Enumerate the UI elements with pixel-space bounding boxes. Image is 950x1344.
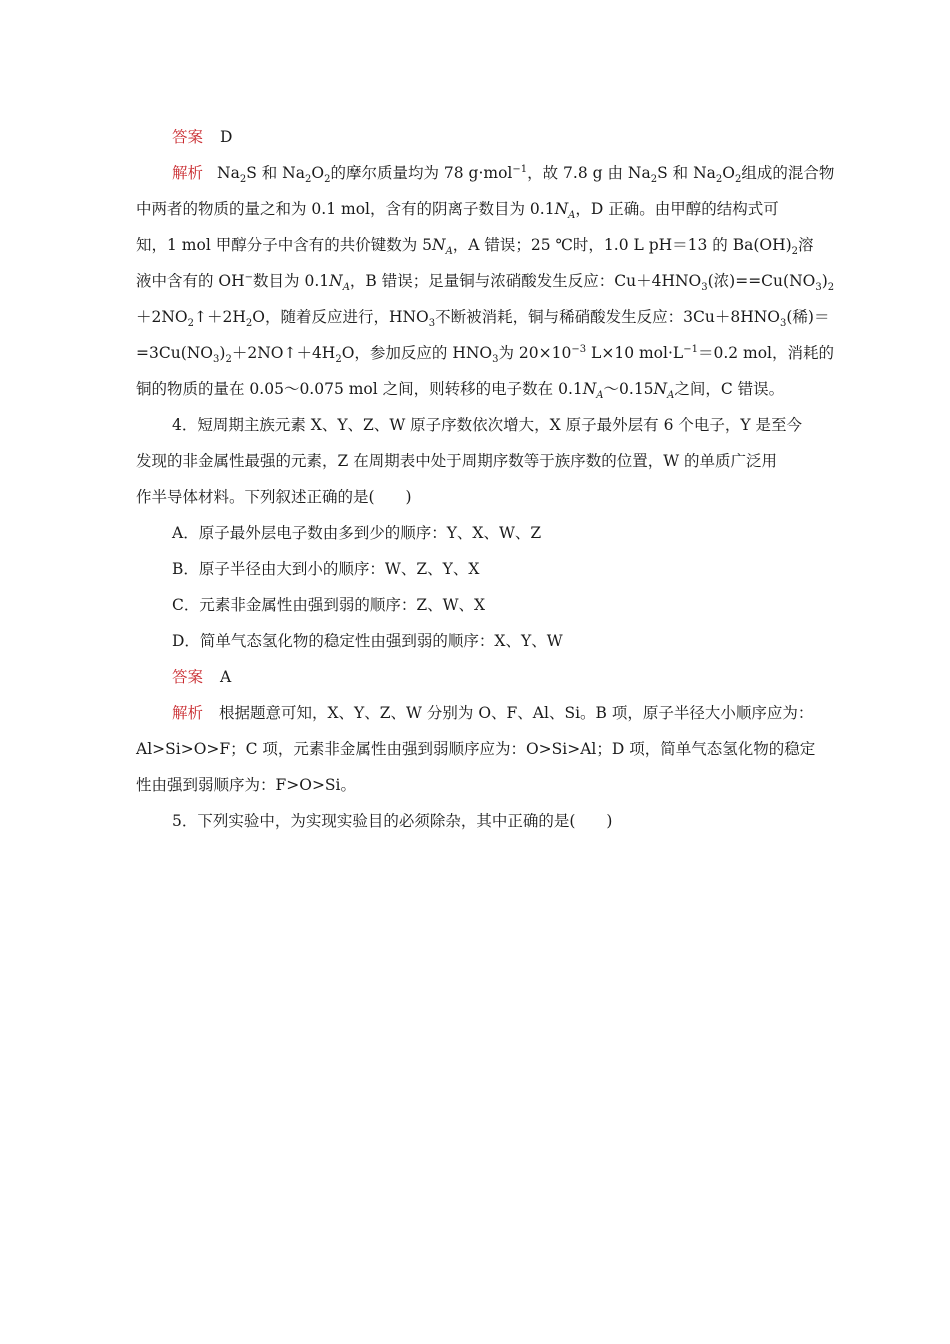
answer-label: 答案 xyxy=(172,128,204,146)
analysis-line-q3-7: 铜的物质的量在 0.05～0.075 mol 之间，则转移的电子数在 $0.1N_A\sim 0.15N_A$之间，C 错误。 xyxy=(136,380,785,402)
answer-line-q4 xyxy=(172,667,231,687)
answer-value: D xyxy=(219,128,233,146)
analysis-line-q3-1: 解析 $Na_2S$ 和 $Na_2O_2$的摩尔质量均为 78 g·mol$^{-1}$，故 7.8 g 由 $Na_2S$ 和 $Na_2O_2$组成的混合物 xyxy=(172,163,835,186)
analysis-line-q3-3: 知，1 mol 甲醇分子中含有的共价键数为 $5N_A$，A 错误；25 ℃时，1.0 L pH＝13 的 $Ba(OH)_2$溶 xyxy=(136,236,814,258)
option-b: B．原子半径由大到小的顺序：W、Z、Y、X xyxy=(172,560,480,578)
answer-label: 答案 xyxy=(172,668,204,686)
option-d: D．简单气态氢化物的稳定性由强到弱的顺序：X、Y、W xyxy=(172,632,563,650)
analysis-label: 解析 xyxy=(172,164,204,182)
question-5-line-1: 5．下列实验中，为实现实验目的必须除杂，其中正确的是( ) xyxy=(172,812,613,830)
analysis-line-q4-3: 性由强到弱顺序为：F>O>Si。 xyxy=(136,776,357,794)
question-4-line-3: 作半导体材料。下列叙述正确的是( ) xyxy=(136,488,412,506)
option-c: C．元素非金属性由强到弱的顺序：Z、W、X xyxy=(172,596,486,614)
option-a: A．原子最外层电子数由多到少的顺序：Y、X、W、Z xyxy=(172,524,542,542)
answer-value: A xyxy=(219,668,232,686)
analysis-line-q3-6: $=3Cu(NO_3)_2+2NO↑+4H_2O$，参加反应的 $HNO_3$为 $20\times 10^{-3}$ L×10 $mol\cdot L^{-1}=0.2$ mol，消耗的 xyxy=(136,343,835,366)
analysis-line-q3-2: 中两者的物质的量之和为 0.1 mol，含有的阴离子数目为 $0.1N_A$，D 正确。由甲醇的结构式可 xyxy=(136,200,779,222)
question-4-line-1: 4．短周期主族元素 X、Y、Z、W 原子序数依次增大，X 原子最外层有 6 个电子，Y 是至今 xyxy=(172,416,803,434)
analysis-line-q4-1: 解析 根据题意可知，X、Y、Z、W 分别为 O、F、Al、Si。B 项，原子半径大小顺序应为： xyxy=(172,704,814,722)
analysis-label: 解析 xyxy=(172,704,204,722)
analysis-line-q3-4: 液中含有的 OH−数目为 $0.1N_A$，B 错误；足量铜与浓硝酸发生反应：$Cu+4HNO_3$(浓)$==Cu(NO_3)_2$ xyxy=(136,271,835,294)
question-4-line-2: 发现的非金属性最强的元素，Z 在周期表中处于周期序数等于族序数的位置，W 的单质广泛用 xyxy=(136,452,778,470)
analysis-line-q3-5: $+2NO_2↑+2H_2O$，随着反应进行，$HNO_3$不断被消耗，铜与稀硝酸发生反应：$3Cu+8HNO_3$(稀)＝ xyxy=(136,308,830,330)
answer-line-q3 xyxy=(172,127,232,147)
analysis-line-q4-2: Al>Si>O>F；C 项，元素非金属性由强到弱顺序应为：O>Si>Al；D 项，简单气态氢化物的稳定 xyxy=(136,740,816,758)
